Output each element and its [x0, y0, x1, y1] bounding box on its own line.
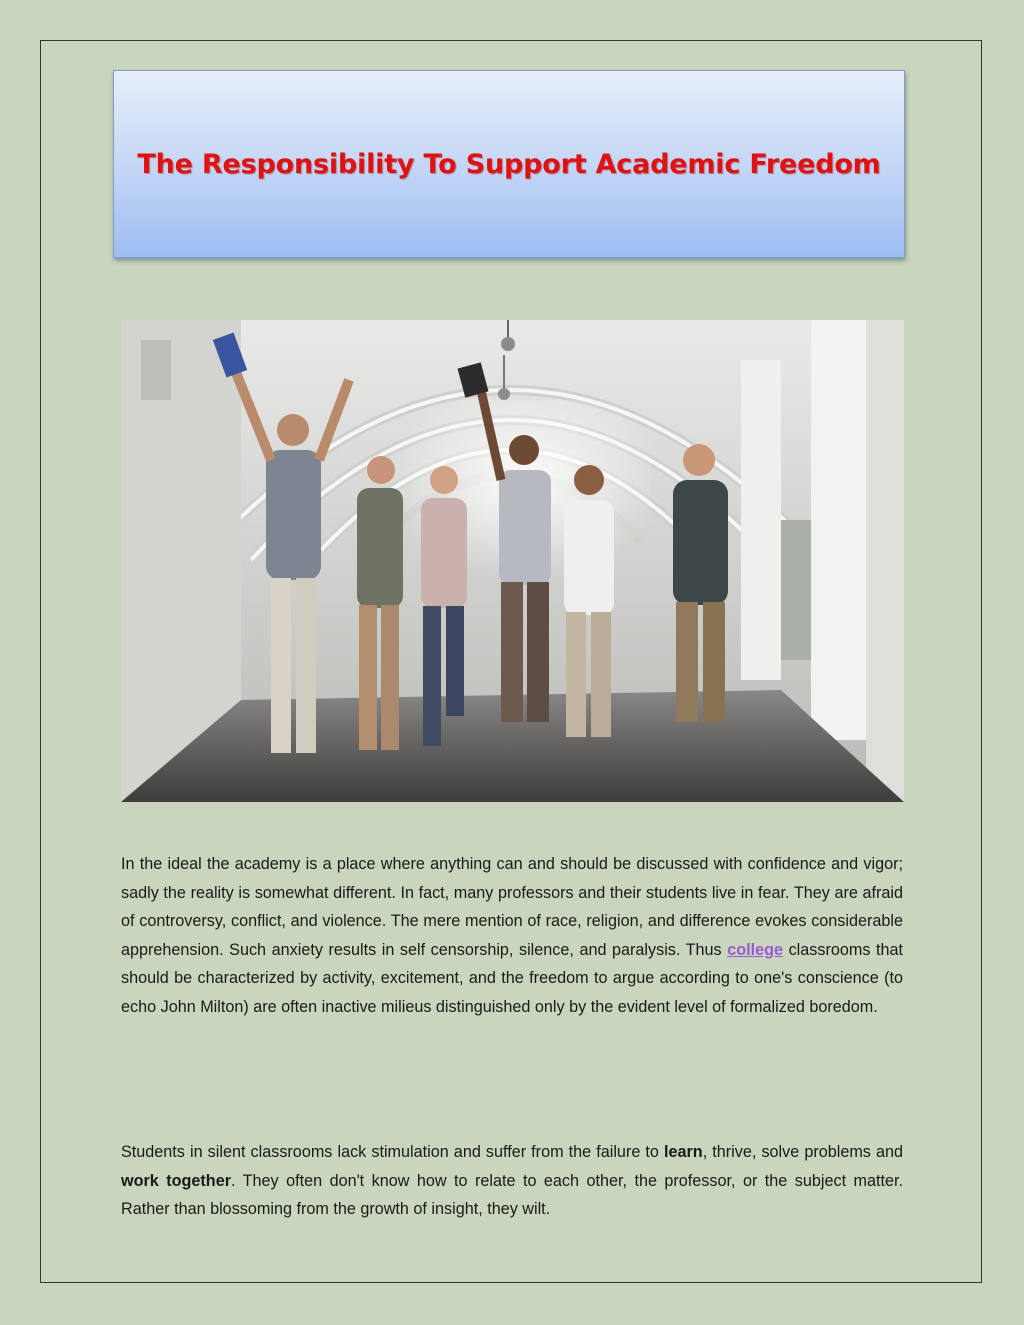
paragraph-2-text-a: Students in silent classrooms lack stimulation and suffer from the failure to: [121, 1143, 664, 1161]
paragraph-1-text-b: classrooms that should be characterized by activity, excitement, and the freedom to argue according to one's conscience (to echo John Milton) are often inactive milieus distinguished only by the evident level of formalized boredom.: [121, 940, 903, 1016]
bold-work-together: work together: [121, 1171, 231, 1190]
paragraph-2-text-b: , thrive, solve problems and: [702, 1143, 903, 1161]
title-banner: [113, 70, 905, 258]
paragraph-2: [121, 1138, 903, 1224]
students-running-photo: [121, 320, 904, 802]
college-link[interactable]: college: [727, 940, 783, 959]
page-title: The Responsibility To Support Academic Freedom: [137, 148, 881, 180]
paragraph-1: [121, 850, 903, 1022]
bold-learn: learn: [664, 1143, 703, 1161]
paragraph-2-text-c: . They often don't know how to relate to each other, the professor, or the subject matter. Rather than blossoming from the growth of insight, they wilt.: [121, 1171, 904, 1219]
hero-photo: [121, 320, 904, 802]
paragraph-1-text-a: In the ideal the academy is a place where anything can and should be discussed with confidence and vigor; sadly the reality is somewhat different. In fact, many professors and their students live in fear. They are afraid of controversy, conflict, and violence. The mere mention of race, religion, and difference evokes considerable apprehension. Such anxiety results in self censorship, silence, and paralysis. Thus: [121, 855, 903, 959]
